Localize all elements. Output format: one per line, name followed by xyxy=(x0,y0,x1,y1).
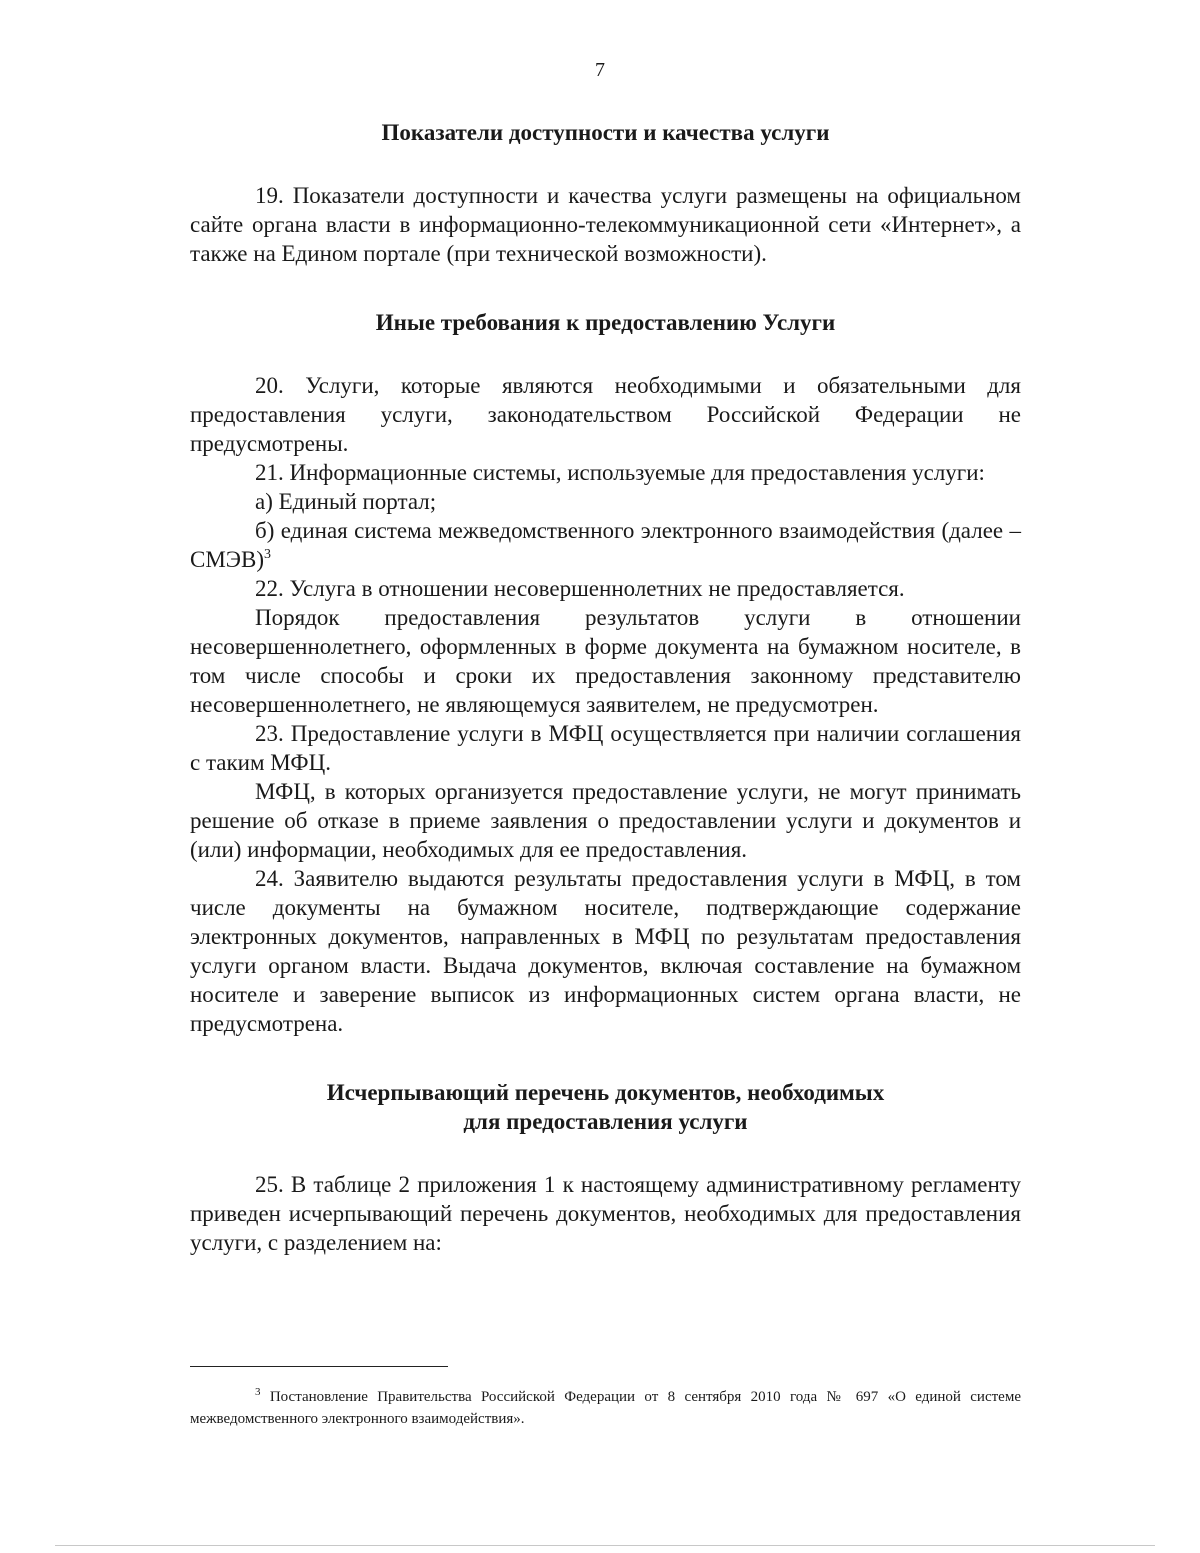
footnote-marker: 3 xyxy=(255,1386,261,1398)
section-heading-documents-line1: Исчерпывающий перечень документов, необходимых xyxy=(326,1080,885,1105)
paragraph-22-continuation: Порядок предоставления результатов услуги в отношении несовершеннолетнего, оформленных в форме документа на бумажном носителе, в том числе способы и сроки их предоставления законному представителю несовершеннолетнего, не являющемуся заявителем, не предусмотрен. xyxy=(190,605,1021,717)
paragraph-21-b-text: б) единая система межведомственного электронного взаимодействия (далее – СМЭВ) xyxy=(190,518,1021,572)
paragraph-21-a: а) Единый портал; xyxy=(255,489,437,514)
footnote-separator xyxy=(190,1366,448,1367)
page-number: 7 xyxy=(595,59,605,81)
section-heading-documents-line2: для предоставления услуги xyxy=(463,1109,748,1134)
paragraph-25: 25. В таблице 2 приложения 1 к настоящему административному регламенту приведен исчерпывающий перечень документов, необходимых для предоставления услуги, с разделением на: xyxy=(190,1172,1021,1255)
footnote xyxy=(190,1386,1021,1430)
paragraph-21: 21. Информационные системы, используемые для предоставления услуги: xyxy=(255,460,985,485)
document-body xyxy=(190,118,1021,1257)
paragraph-22: 22. Услуга в отношении несовершеннолетних не предоставляется. xyxy=(255,576,905,601)
paragraph-21-b xyxy=(190,516,1021,574)
paragraph-20: 20. Услуги, которые являются необходимыми и обязательными для предоставления услуги, законодательством Российской Федерации не предусмотрены. xyxy=(190,373,1021,456)
footnote-text: Постановление Правительства Российской Федерации от 8 сентября 2010 года № 697 «О единой системе межведомственного электронного взаимодействия». xyxy=(190,1389,1021,1427)
section-heading-availability: Показатели доступности и качества услуги xyxy=(381,120,830,145)
paragraph-24: 24. Заявителю выдаются результаты предоставления услуги в МФЦ, в том числе документы на бумажном носителе, подтверждающие содержание электронных документов, направленных в МФЦ по результатам предоставления услуги органом власти. Выдача документов, включая составление на бумажном носителе и заверение выписок из информационных систем органа власти, не предусмотрена. xyxy=(190,866,1021,1036)
section-heading-other-requirements: Иные требования к предоставлению Услуги xyxy=(375,310,836,335)
scan-edge-line xyxy=(55,1545,1155,1546)
paragraph-23-continuation: МФЦ, в которых организуется предоставление услуги, не могут принимать решение об отказе в приеме заявления о предоставлении услуги и документов и (или) информации, необходимых для ее предоставления. xyxy=(190,779,1021,862)
paragraph-23: 23. Предоставление услуги в МФЦ осуществляется при наличии соглашения с таким МФЦ. xyxy=(190,721,1021,775)
paragraph-19: 19. Показатели доступности и качества услуги размещены на официальном сайте органа власти в информационно-телекоммуникационной сети «Интернет», а также на Едином портале (при технической возможности). xyxy=(190,183,1021,266)
footnote-reference: 3 xyxy=(263,547,271,562)
